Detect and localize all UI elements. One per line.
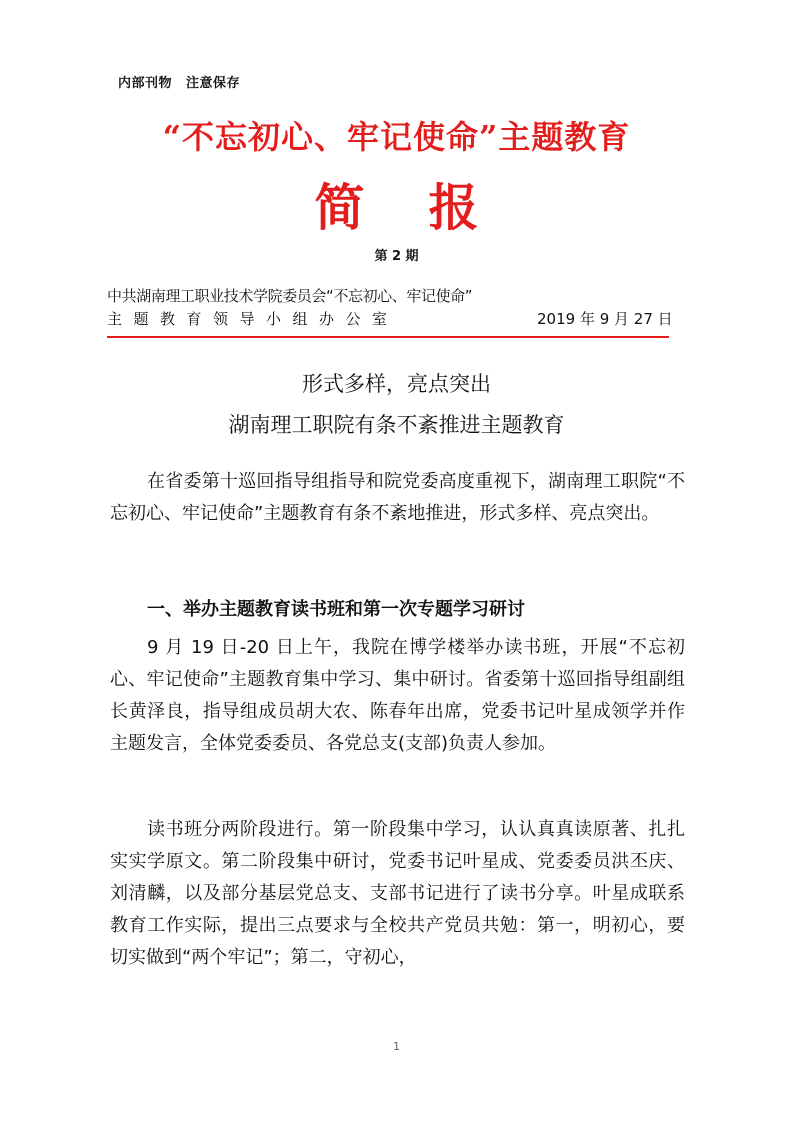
bulletin-char-2: 报 [428,178,479,237]
paragraph-intro: 在省委第十巡回指导组指导和院党委高度重视下，湖南理工职院“不忘初心、牢记使命”主题教育有条不紊地推进，形式多样、亮点突出。 [110,471,685,524]
keep-label: 注意保存 [186,76,241,91]
masthead-title: “不忘初心、牢记使命”主题教育 [162,118,631,156]
page-number: 1 [393,1040,400,1053]
org-line-2: 主题教育领导小组办公室 [107,310,399,328]
internal-label: 内部刊物 [118,76,173,91]
issue-date: 2019 年 9 月 27 日 [537,310,673,328]
paragraph-two-stages: 读书班分两阶段进行。第一阶段集中学习，认认真真读原著、扎扎实实学原文。第二阶段集中研讨，党委书记叶星成、党委委员洪丕庆、刘清麟，以及部分基层党总支、支部书记进行了读书分享。叶星成联系教育工作实际，提出三点要求与全校共产党员共勉：第一，明初心，要切实做到“两个牢记”；第二，守初心， [110,819,685,968]
org-line-1: 中共湖南理工职业技术学院委员会“不忘初心、牢记使命” [107,287,473,305]
masthead-bulletin [0,168,793,240]
article-title-line-1: 形式多样，亮点突出 [302,372,491,396]
article-title-line-2: 湖南理工职院有条不紊推进主题教育 [228,413,565,437]
bulletin-char-1: 简 [314,178,365,237]
issue-number: 第 2 期 [374,249,419,264]
paragraph-reading-class: 9 月 19 日-20 日上午，我院在博学楼举办读书班，开展“不忘初心、牢记使命”主题教育集中学习、集中研讨。省委第十巡回指导组副组长黄泽良，指导组成员胡大农、陈春年出席，党委书记叶星成领学并作主题发言，全体党委委员、各党总支(支部)负责人参加。 [110,637,685,754]
section-heading-1: 一、举办主题教育读书班和第一次专题学习研讨 [147,599,525,620]
header-note [118,72,240,91]
red-divider [107,336,669,338]
